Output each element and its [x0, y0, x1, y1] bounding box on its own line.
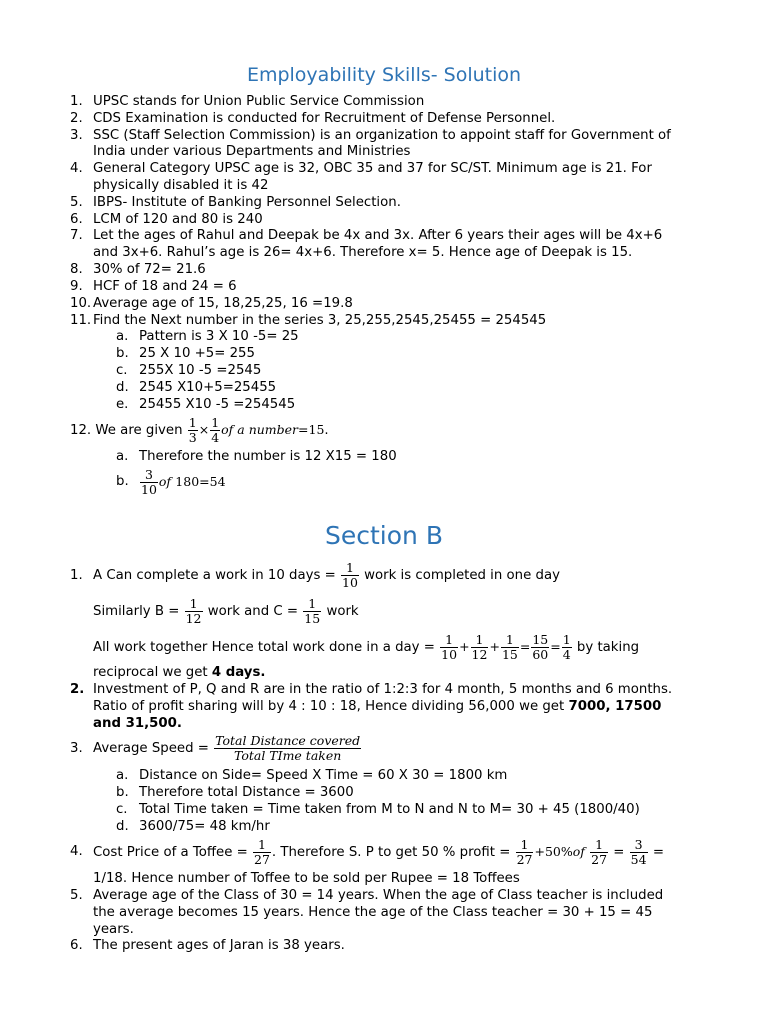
- fraction: $\frac{1}{12}$: [471, 631, 488, 662]
- section-heading: Section B: [325, 521, 443, 550]
- fraction: $\frac{1}{4}$: [211, 414, 220, 445]
- fraction: $\frac{1}{15}$: [501, 631, 518, 662]
- list-item: 4. Cost Price of a Toffee = $\frac{1}{27}$ . Therefore S. P to get 50 % profit = $\frac{1}{27}$ +50%of $\frac{1}{27}$ = $\frac{3}{54}$ =: [70, 836, 664, 867]
- list-item-12: [70, 414, 720, 446]
- fraction: $\frac{1}{27}$: [516, 836, 533, 867]
- list-item-continuation: All work together Hence total work done in a day = $\frac{1}{10}$ + $\frac{1}{12}$ + $\frac{1}{15}$ = $\frac{15}{60}$ = $\frac{1}{4}$ by taking: [93, 631, 640, 662]
- fraction: $\frac{3}{10}$: [141, 466, 157, 497]
- fraction: $\frac{1}{27}$: [591, 836, 608, 867]
- fraction: $\frac{1}{15}$: [304, 595, 321, 626]
- fraction: $\frac{3}{54}$: [630, 836, 647, 867]
- fraction: $\frac{1}{4}$: [562, 631, 571, 662]
- list-item: 3. Average Speed = $\frac{\text{Total Distance covered}}{\text{Total TIme taken}}$: [70, 732, 361, 763]
- fraction: $\frac{1}{10}$: [342, 559, 358, 590]
- sub-list-item: b. $\frac{3}{10}$ of 180=54: [116, 466, 226, 497]
- fraction: $\frac{1}{10}$: [441, 631, 458, 662]
- fraction: $\frac{\text{Total Distance covered}}{\text{Total TIme taken}}$: [215, 732, 361, 763]
- list-item: 1. A Can complete a work in 10 days = $\frac{1}{10}$ work is completed in one day: [70, 559, 560, 590]
- page-title: Employability Skills- Solution: [246, 64, 522, 86]
- fraction: $\frac{15}{60}$: [532, 631, 549, 662]
- fraction: $\frac{1}{12}$: [185, 595, 202, 626]
- item-12-text: 12. We are given $\frac{1}{3}$ × $\frac{1}{4}$ of a number=15.: [70, 414, 329, 445]
- fraction: $\frac{1}{3}$: [188, 414, 197, 445]
- fraction: $\frac{1}{27}$: [254, 836, 270, 867]
- list-item-continuation: Similarly B = $\frac{1}{12}$ work and C = $\frac{1}{15}$ work: [93, 595, 359, 626]
